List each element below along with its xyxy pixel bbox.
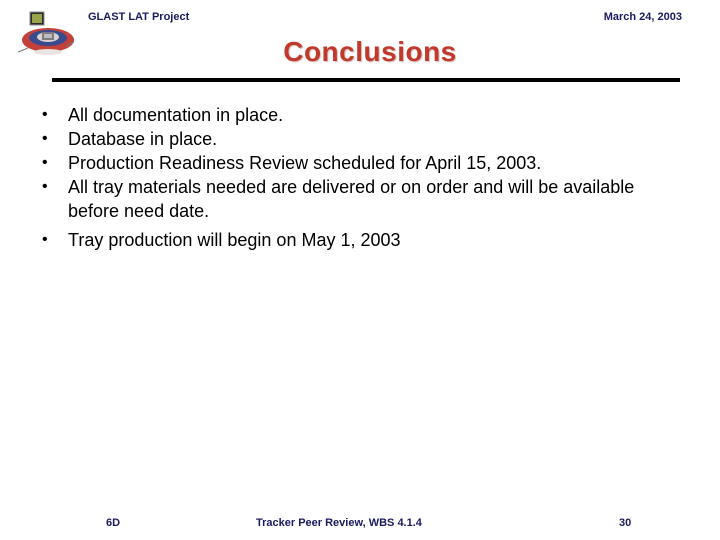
- bullet-text: Tray production will begin on May 1, 2003: [68, 230, 401, 250]
- bullet-text: Database in place.: [68, 129, 218, 149]
- footer-section-id: 6D: [106, 517, 121, 529]
- slide-title: Conclusions: [283, 36, 457, 67]
- project-name: GLAST LAT Project: [88, 11, 190, 23]
- page-number: 30: [619, 517, 632, 529]
- bullet-item: [42, 228, 662, 252]
- bullet-icon: •: [42, 106, 48, 123]
- bullet-icon: •: [42, 231, 48, 248]
- bullet-text: All documentation in place.: [68, 105, 284, 125]
- header-date: March 24, 2003: [603, 11, 682, 23]
- bullet-text: Production Readiness Review scheduled for April 15, 2003.: [68, 153, 542, 173]
- title-divider: [52, 78, 680, 82]
- bullet-item: [42, 127, 662, 151]
- bullet-icon: •: [42, 130, 48, 147]
- bullet-item: [42, 175, 662, 223]
- bullet-text: All tray materials needed are delivered or on order and will be available before need date.: [68, 177, 635, 221]
- bullet-icon: •: [42, 178, 48, 195]
- bullet-list: [42, 103, 662, 252]
- footer-event: Tracker Peer Review, WBS 4.1.4: [256, 517, 422, 529]
- bullet-item: [42, 103, 662, 127]
- bullet-icon: •: [42, 154, 48, 171]
- bullet-item: [42, 151, 662, 175]
